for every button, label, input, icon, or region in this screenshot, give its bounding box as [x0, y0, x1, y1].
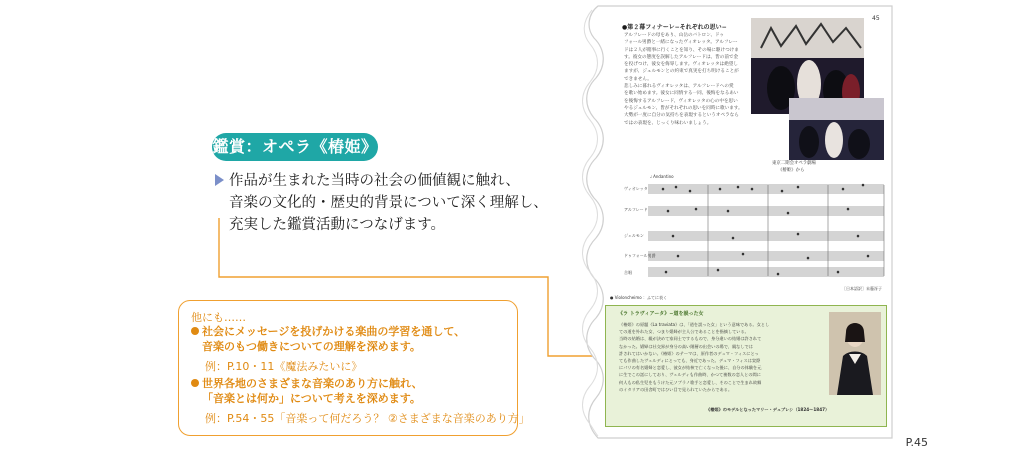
info-line: 何人もの私生児をもうけた元ソプラノ歌手と恋愛し、そのことで生まれ故郷 [619, 379, 762, 385]
opera-photo-2 [789, 98, 884, 160]
other-item-1-line-2: 音楽のもつ働きについての理解を深めます。 [202, 340, 421, 353]
other-header: 他にも…… [191, 311, 246, 324]
photo-caption-2: 《椿姫》から [778, 168, 805, 173]
body-line: を投げつけ、彼女を侮辱します。ヴィオレッタは絶望し [624, 62, 738, 68]
section-title: ●第２幕フィナーレ−それぞれの思い− [622, 24, 727, 31]
other-item-2 [191, 376, 423, 391]
body-line: 悲しみに暮れるヴィオレッタは、アルフレードへの愛 [624, 84, 734, 90]
body-line: できません。 [624, 76, 652, 82]
body-line: アルフレードの母をあり、山岳のバトロン、ドゥ [624, 33, 725, 38]
triangle-arrow-icon [215, 174, 224, 186]
section-body [624, 32, 743, 127]
body-line: ますが、ジェルモンとの約束で真実を打ち明けることが [624, 69, 739, 75]
body-line: やるジェルモン、皆がそれぞれの思いを同時に歌います。 [624, 105, 743, 111]
info-line: に生でこの話にしており、ヴェルディも作曲時、かつて複数の恋人との間に [619, 372, 761, 378]
info-line: 《椿姫》の原題《La traviata》は、「道を誤った女」という意味である。女とし [619, 322, 770, 327]
info-line: 当時の結婚は、親が決めて家同士でするもので、身分違いの結婚は許されて [619, 336, 762, 342]
music-score [648, 180, 886, 284]
other-item-1-example: 例：P.10・11《魔法みたいに》 [205, 360, 363, 373]
score-credit: ［日本語訳］末藤冴子 [842, 286, 882, 291]
bullet-icon [191, 327, 199, 335]
portrait-caption: 《椿姫》のモデルとなったマリー・デュプレシ（1824〜1847） [706, 407, 830, 412]
other-examples-box [178, 300, 530, 436]
info-box-text [619, 321, 769, 393]
other-item-2-example: 例：P.54・55「音楽って何だろう？ ②さまざまな音楽のあり方」 [205, 412, 530, 425]
staff-label-violetta: ヴィオレッタ [624, 186, 648, 191]
page-number: 45 [872, 15, 880, 22]
topic-title: 鑑賞：オペラ《椿姫》 [212, 133, 378, 161]
body-line: す。彼女の態度を誤解したアルフレードは、皆の前で金 [624, 54, 739, 60]
info-line: のイタリアの田舎町ではひい目で見られていたからである。 [619, 386, 733, 392]
score-footnote: ● Violoncheimo ：ふてに表く [610, 295, 667, 300]
staff-label-chorus: 合唱 [624, 270, 632, 275]
info-line: 許されてはいかない。《椿姫》のテーマは、原作者のデュマ・フィスにとっ [619, 350, 759, 356]
other-item-1 [191, 324, 465, 339]
bullet-icon [191, 379, 199, 387]
tempo-mark: ♩ Andantino [650, 174, 674, 179]
body-line: ドは２人が賭事に行くことを知り、その場に駆けつけま [624, 47, 739, 53]
other-item-2-line-1: 世界各地のさまざまな音楽のあり方に触れ、 [202, 377, 423, 390]
other-item-1-line-1: 社会にメッセージを投げかける楽曲の学習を通して、 [202, 325, 466, 338]
info-box-title: 《ラ トラヴィアータ》−道を誤った女 [618, 311, 704, 317]
description-line-3: 充実した鑑賞活動につなげます。 [229, 217, 446, 233]
staff-label-germont: ジェルモン [624, 233, 644, 238]
body-line: を後悔するアルフレード、ヴィオレッタの心の中を思い [624, 98, 738, 104]
portrait-painting [829, 312, 881, 395]
topic-description [215, 170, 548, 236]
staff-label-alfredo: アルフレード [624, 207, 648, 212]
photo-caption-1: 東京二期会オペラ劇場 [772, 161, 816, 166]
page-label: P.45 [905, 436, 928, 449]
body-line: フォール男爵と一緒になったヴィオレッタ。アルフレー [624, 40, 738, 46]
info-line: ての道を外れた女、つまり娼婦が主人公であることを指摘している。 [619, 329, 749, 335]
info-line: にパリの有名娼婦と恋愛し、彼女が結核で亡くなった後に、自分の体験を元 [619, 365, 762, 371]
body-line: 大勢が一度に自分の気持ちを表現するというオペラなら [624, 113, 739, 119]
info-line: なかった。娼婦は社交界が身分の高い階層の出会いの場で、親なしでは [619, 343, 753, 349]
staff-label-baron: ドゥフォール男爵 [624, 253, 656, 258]
description-line-2: 音楽の文化的・歴史的背景について深く理解し、 [229, 195, 548, 211]
info-line: ても作曲したヴェルディにとっても、身近であった。デュマ・フィスは実際 [619, 358, 761, 364]
description-line-1: 作品が生まれた当時の社会の価値観に触れ、 [229, 173, 520, 189]
body-line: を歌い始めます。彼女に同情する一同、後悔をなるあい [624, 91, 739, 97]
other-item-2-line-2: 「音楽とは何か」について考えを深めます。 [202, 392, 421, 405]
body-line: ではの表現を、じっくり味わいましょう。 [624, 120, 712, 126]
